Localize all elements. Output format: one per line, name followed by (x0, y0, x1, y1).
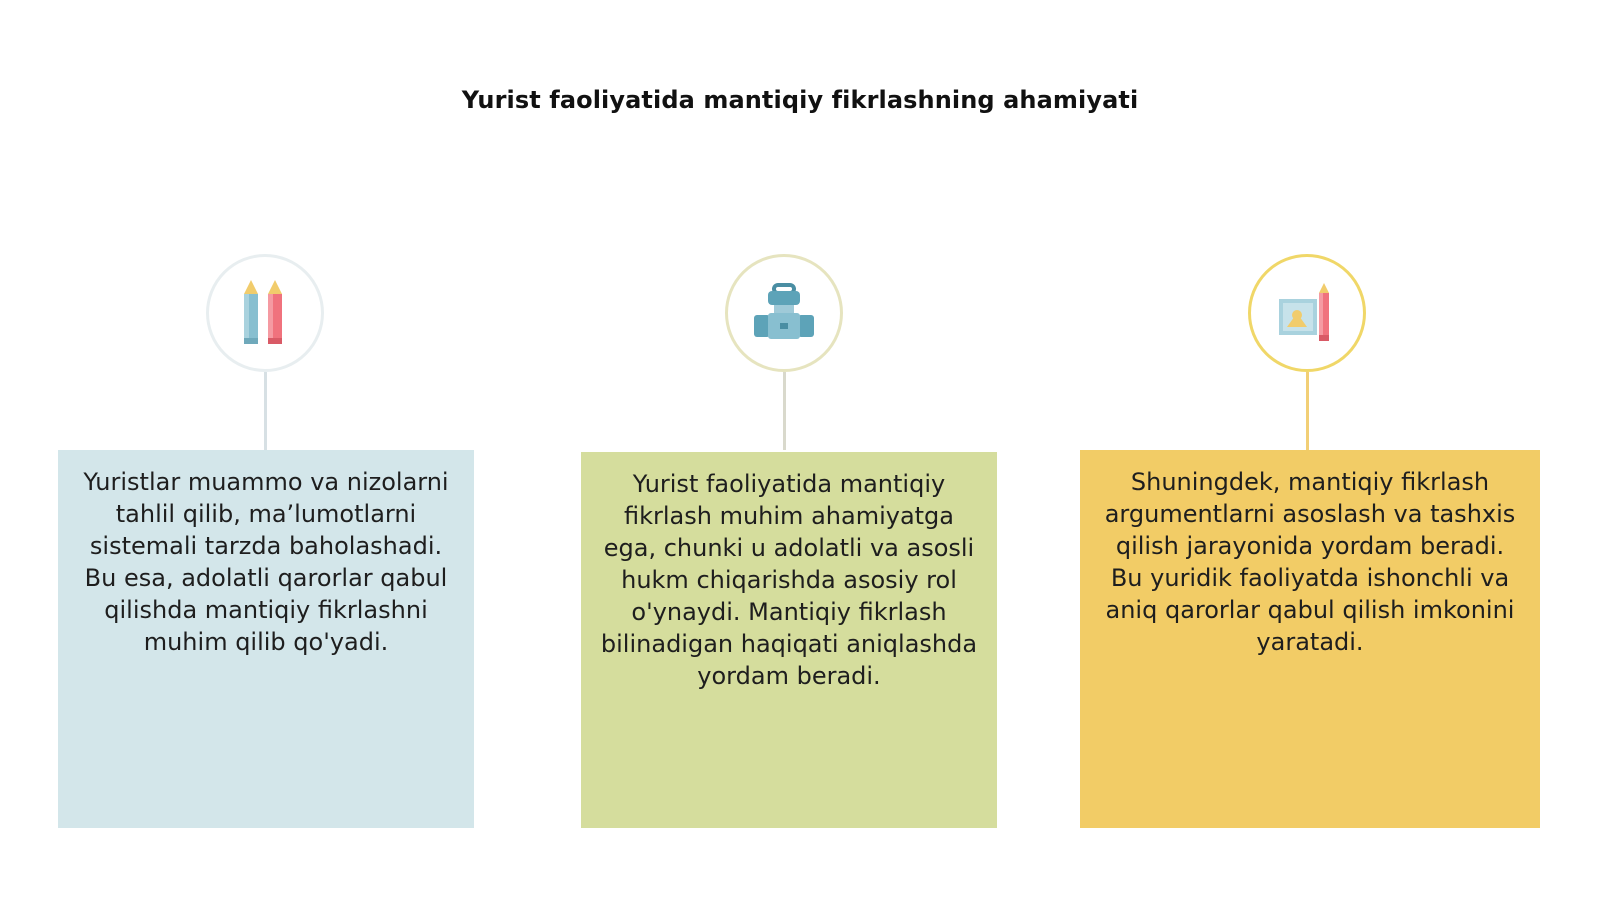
info-card-3 (1080, 450, 1540, 828)
page-title: Yurist faoliyatida mantiqiy fikrlashning ahamiyati (461, 86, 1139, 114)
connector-line-3 (1306, 372, 1309, 450)
backpack-icon (754, 283, 814, 343)
info-card-1 (58, 450, 474, 828)
icon-circle-2 (725, 254, 843, 372)
pencils-icon (238, 280, 292, 346)
connector-line-1 (264, 372, 267, 450)
icon-circle-1 (206, 254, 324, 372)
connector-line-2 (783, 372, 786, 450)
card-text-3: Shuningdek, mantiqiy fikrlash argumentlarni asoslash va tashxis qilish jarayonida yordam beradi. Bu yuridik faoliyatda ishonchli va aniq qarorlar qabul qilish imkonini yaratadi. (1104, 468, 1516, 656)
info-card-2 (581, 452, 997, 828)
card-text-2: Yurist faoliyatida mantiqiy fikrlash muhim ahamiyatga ega, chunki u adolatli va asosli hukm chiqarishda asosiy rol o'ynaydi. Mantiqiy fikrlash bilinadigan haqiqati aniqlashda yordam beradi. (600, 470, 978, 690)
card-text-1: Yuristlar muammo va nizolarni tahlil qilib, ma’lumotlarni sistemali tarzda baholashadi. Bu esa, adolatli qarorlar qabul qilishda mantiqiy fikrlashni muhim qilib qo'yadi. (83, 468, 449, 656)
picture-pencil-icon (1277, 283, 1337, 343)
icon-circle-3 (1248, 254, 1366, 372)
